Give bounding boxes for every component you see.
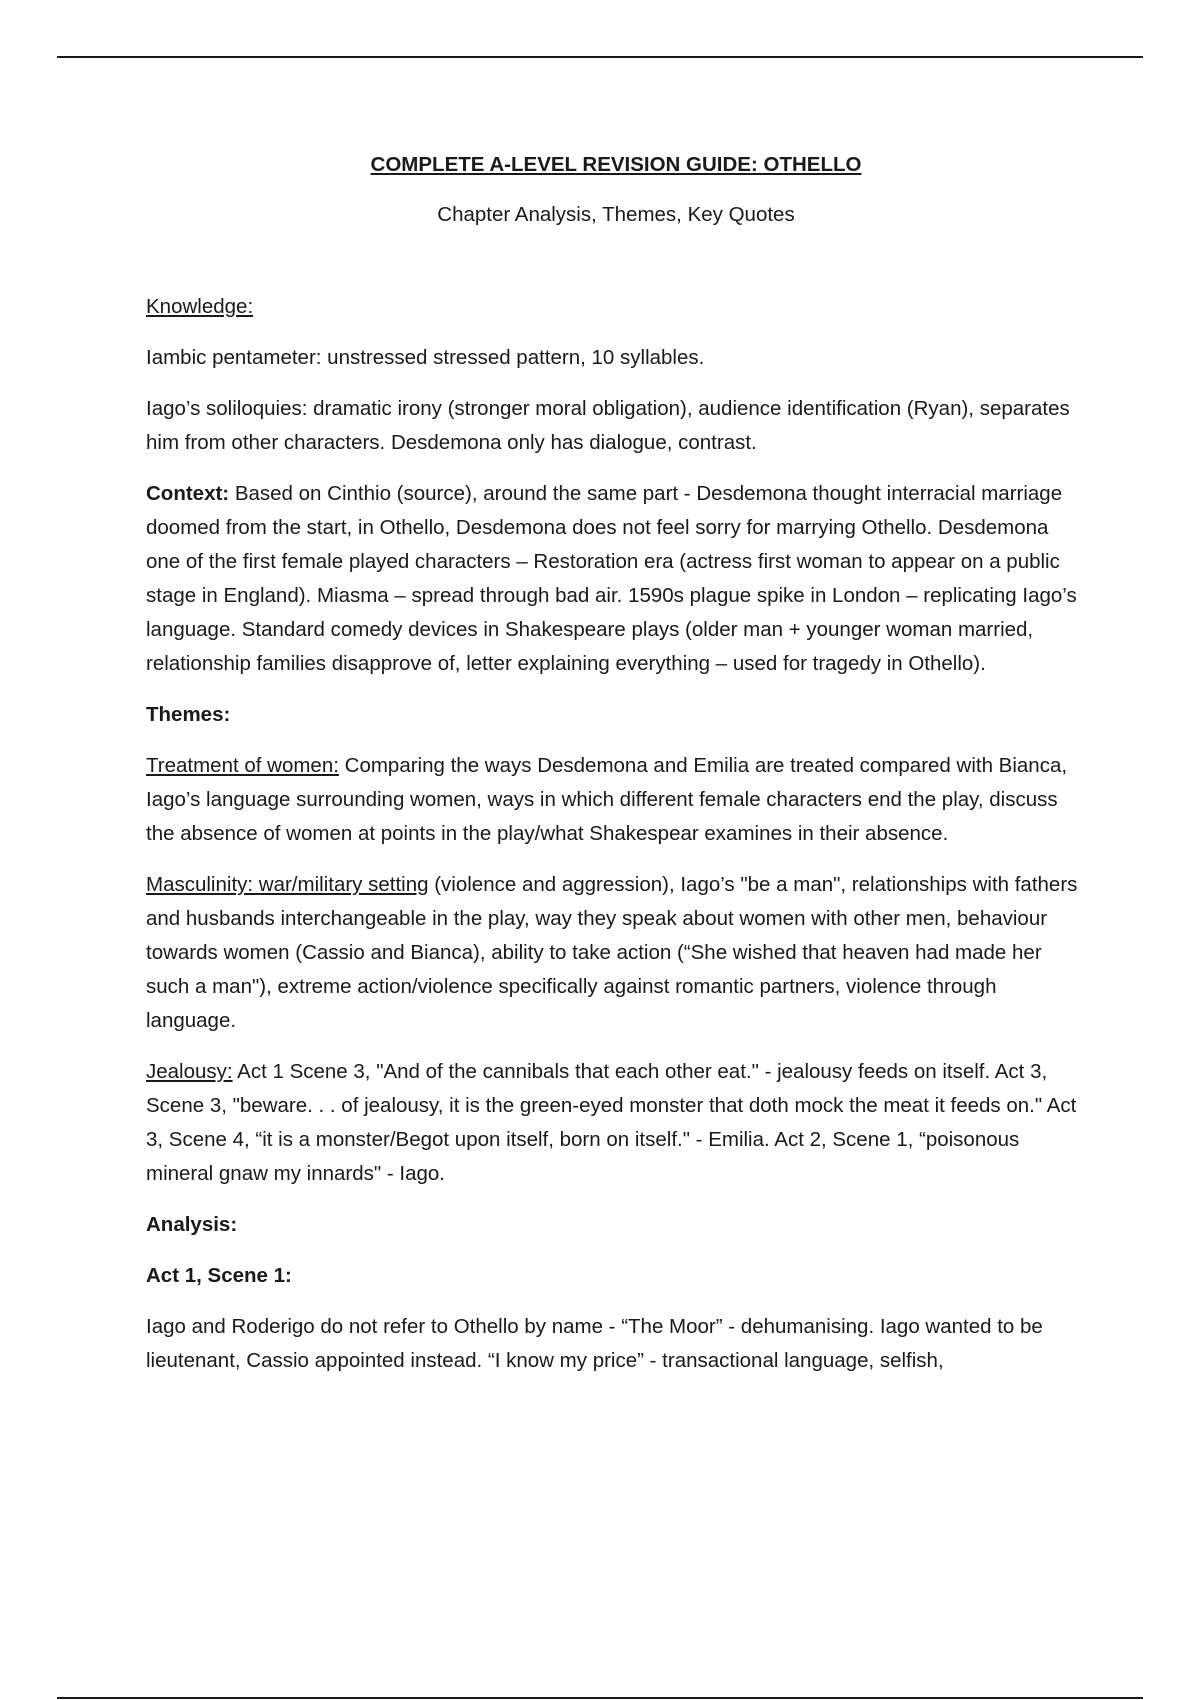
- knowledge-heading-text: Knowledge:: [146, 295, 254, 318]
- context-text: Based on Cinthio (source), around the same part - Desdemona thought interracial marriage doomed from the start, in Othello, Desdemona does not feel sorry for marrying Othello. Desdemona one of the first female played characters – Restoration era (actress first woman to appear on a public stage in England). Miasma – spread through bad air. 1590s plague spike in London – replicating Iago’s language. Standard comedy devices in Shakespeare plays (older man + younger woman married, relationship families disapprove of, letter explaining everything – used for tragedy in Othello).: [146, 482, 1077, 675]
- knowledge-paragraph-1: Iambic pentameter: unstressed stressed pattern, 10 syllables.: [146, 346, 705, 369]
- theme-masculinity-label: Masculinity: war/military setting: [146, 873, 429, 896]
- spacer: [146, 232, 1086, 290]
- knowledge-paragraph-2: Iago’s soliloquies: dramatic irony (stronger moral obligation), audience identification (Ryan), separates him from other characters. Desdemona only has dialogue, contrast.: [146, 397, 1070, 454]
- theme-women-paragraph: [146, 749, 1086, 851]
- analysis-heading: Analysis:: [146, 1213, 238, 1236]
- context-paragraph: [146, 477, 1086, 681]
- context-label: Context:: [146, 482, 230, 505]
- footer-rule: [57, 1697, 1143, 1699]
- theme-masculinity-text: (violence and aggression), Iago’s "be a man", relationships with fathers and husbands interchangeable in the play, way they speak about women with other men, behaviour towards women (Cassio and Bianca), ability to take action (“She wished that heaven had made her such a man"), extreme action/violence specifically against romantic partners, violence through language.: [146, 873, 1078, 1032]
- document-page: [146, 148, 1086, 1395]
- header-rule: [57, 56, 1143, 58]
- knowledge-heading: [146, 290, 1086, 324]
- document-title: COMPLETE A-LEVEL REVISION GUIDE: OTHELLO: [370, 153, 862, 176]
- themes-heading: Themes:: [146, 703, 231, 726]
- theme-women-label: Treatment of women:: [146, 754, 339, 777]
- act-1-scene-1-paragraph: Iago and Roderigo do not refer to Othello by name - “The Moor” - dehumanising. Iago wanted to be lieutenant, Cassio appointed instead. “I know my price” - transactional language, selfish,: [146, 1315, 1043, 1372]
- document-subtitle: Chapter Analysis, Themes, Key Quotes: [437, 203, 795, 226]
- theme-masculinity-paragraph: [146, 868, 1086, 1038]
- theme-jealousy-text: Act 1 Scene 3, "And of the cannibals that each other eat." - jealousy feeds on itself. Act 3, Scene 3, "beware. . . of jealousy, it is the green-eyed monster that doth mock the meat it feeds on." Act 3, Scene 4, “it is a monster/Begot upon itself, born on itself." - Emilia. Act 2, Scene 1, “poisonous mineral gnaw my innards" - Iago.: [146, 1060, 1077, 1185]
- theme-jealousy-paragraph: [146, 1055, 1086, 1191]
- theme-women-text: Comparing the ways Desdemona and Emilia are treated compared with Bianca, Iago’s language surrounding women, ways in which different female characters end the play, discuss the absence of women at points in the play/what Shakespear examines in their absence.: [146, 754, 1068, 845]
- theme-jealousy-label: Jealousy:: [146, 1060, 233, 1083]
- act-1-scene-1-heading: Act 1, Scene 1:: [146, 1264, 292, 1287]
